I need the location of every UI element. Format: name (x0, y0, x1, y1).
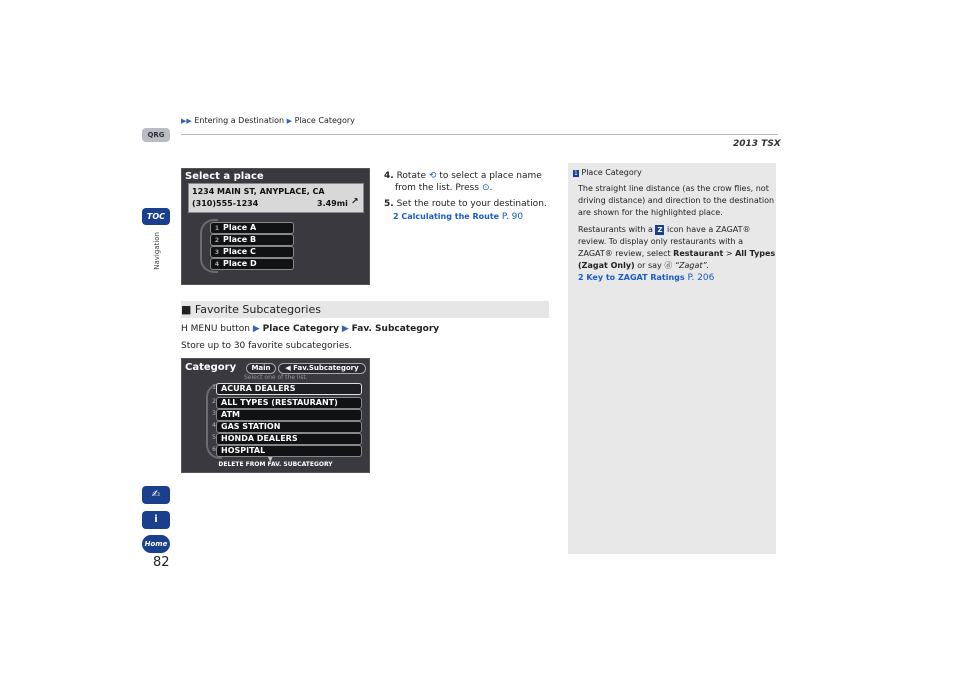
header-divider (181, 134, 778, 135)
zagat-ratings-link[interactable]: 2 Key to ZAGAT Ratings P. 206 (578, 273, 715, 283)
sidebar-title: 1 Place Category (574, 168, 642, 177)
toc-tab[interactable]: TOC (142, 208, 170, 225)
breadcrumb (181, 116, 355, 125)
calculating-route-link[interactable]: 2 Calculating the Route P. 90 (393, 212, 524, 222)
list-item[interactable]: HONDA DEALERS (216, 433, 362, 445)
square-bullet-icon: ■ (181, 303, 192, 316)
section-label: Navigation (153, 232, 161, 270)
distance-text: 3.49mi (317, 199, 348, 208)
item-number: 5 (212, 434, 216, 441)
sidebar-note (568, 163, 776, 554)
select-place-screenshot (181, 168, 370, 285)
sidebar-para2: Restaurants with a Z icon have a ZAGAT® review. To display only restaurants with a ZAGAT® review, select Restaurant > All Types (Zagat Only) or say ⓓ “Zagat”. 2 Key to ZAGAT Ratings P. 206 (578, 225, 776, 283)
list-item[interactable]: 2 Place B (210, 234, 294, 246)
note-icon: 1 (574, 170, 578, 177)
voice-say-icon: ⓓ (664, 261, 673, 270)
list-item[interactable]: ACURA DEALERS (216, 383, 362, 395)
list-item[interactable]: GAS STATION (216, 421, 362, 433)
item-number: 3 (212, 410, 216, 417)
qrg-tab[interactable]: QRG (142, 128, 170, 142)
list-item[interactable]: ATM (216, 409, 362, 421)
info-icon: i (154, 514, 158, 525)
breadcrumb-arrow-icon: ▶▶ (181, 117, 192, 125)
knob-press-icon: ⊙ (481, 183, 490, 193)
link-arrow-icon: 2 (393, 212, 399, 221)
breadcrumb-current: Place Category (294, 116, 355, 125)
home-button[interactable] (142, 535, 170, 553)
item-number: 2 (212, 398, 216, 405)
address-text: 1234 MAIN ST, ANYPLACE, CA (192, 187, 325, 196)
screen-title: Select a place (185, 171, 264, 182)
list-item[interactable]: 1 Place A (210, 222, 294, 234)
menu-button-icon: H (181, 324, 188, 334)
step-4: 4. Rotate ⟲ to select a place name (384, 171, 542, 181)
sidebar-para1: The straight line distance (as the crow flies, not driving distance) and direction to the destination are shown for the highlighted place. (578, 184, 775, 217)
fav-subcategory-tab[interactable]: ◀ Fav.Subcategory (278, 363, 366, 374)
section-heading: ■ Favorite Subcategories (181, 301, 549, 318)
menu-path: H MENU button ▶ Place Category ▶ Fav. Subcategory (181, 324, 440, 334)
list-item[interactable]: ALL TYPES (RESTAURANT) (216, 397, 362, 409)
model-label: 2013 TSX (733, 139, 781, 149)
main-tab[interactable]: Main (246, 363, 276, 374)
list-item[interactable]: HOSPITAL (216, 445, 362, 457)
list-item[interactable]: 3 Place C (210, 246, 294, 258)
item-number: 6 (212, 446, 216, 453)
breadcrumb-arrow-icon: ▶ (286, 117, 293, 125)
item-number: 4 (212, 422, 216, 429)
home-label: Home (144, 540, 168, 548)
screen-title: Category (185, 362, 237, 373)
back-arrow-icon: ◀ (285, 364, 291, 372)
link-arrow-icon: 2 (578, 273, 584, 282)
delete-fav-button[interactable]: DELETE FROM FAV. SUBCATEGORY (218, 461, 333, 468)
item-number: 1 (212, 384, 216, 391)
store-text: Store up to 30 favorite subcategories. (181, 341, 352, 351)
path-arrow-icon: ▶ (252, 324, 260, 334)
zagat-icon: Z (657, 225, 663, 234)
step-4-cont: from the list. Press ⊙. (395, 183, 493, 193)
favorite-subcategory-screenshot (181, 358, 370, 473)
screen-hint: Select one of the list. (244, 374, 308, 381)
phone-text: (310)555-1234 (192, 199, 259, 208)
voice-command-index-button[interactable] (142, 486, 170, 504)
page-number: 82 (153, 555, 170, 570)
scroll-down-icon[interactable]: ▼ (268, 456, 273, 463)
voice-icon: ✍ (151, 489, 161, 500)
direction-arrow-icon: ↗ (351, 197, 359, 207)
knob-rotate-icon: ⟲ (428, 171, 437, 181)
list-item[interactable]: 4 Place D (210, 258, 294, 270)
address-box (188, 183, 364, 213)
path-arrow-icon: ▶ (341, 324, 349, 334)
breadcrumb-parent[interactable]: Entering a Destination (194, 116, 285, 125)
step-5: 5. Set the route to your destination. (384, 199, 547, 209)
index-button[interactable] (142, 511, 170, 529)
